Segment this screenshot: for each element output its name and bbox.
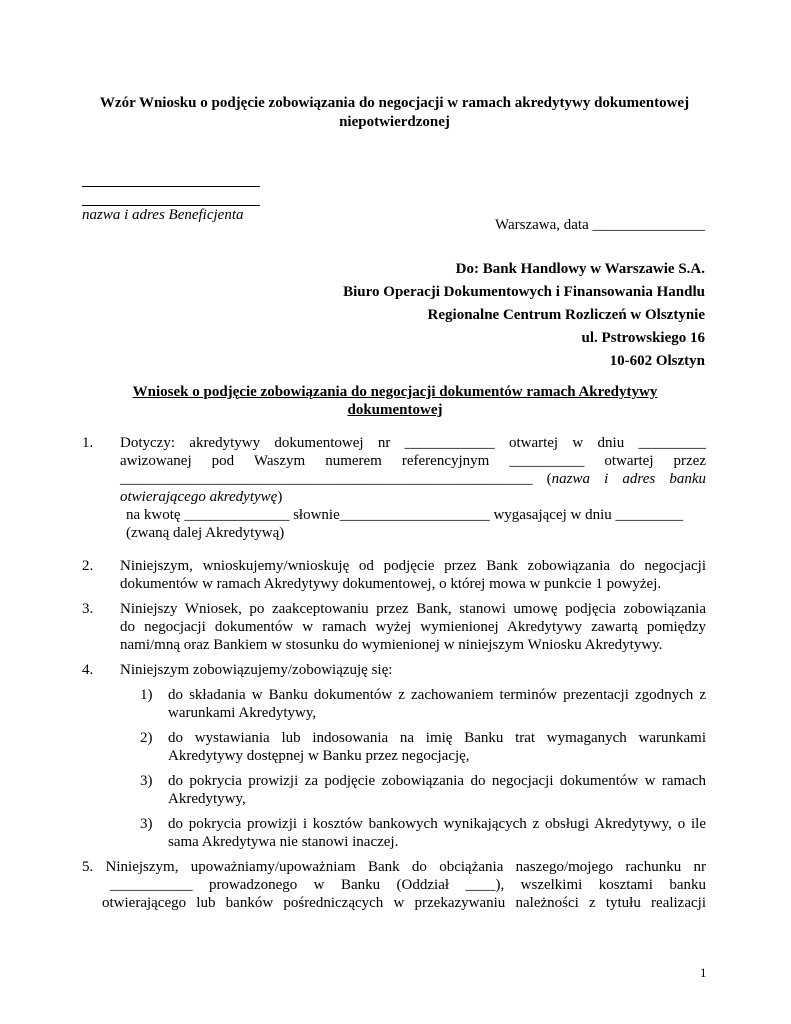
item-1-number: 1. [82,435,94,451]
place-date-line: Warszawa, data _______________ [495,217,705,233]
item-1-line-6: (zwaną dalej Akredytywą) [126,525,285,541]
address-line-2: Biuro Operacji Dokumentowych i Finansowania Handlu [343,284,705,300]
item-3-line-2: do negocjacji dokumentów w ramach wyżej wymienionej Akredytywy zawartą pomiędzy [120,619,706,635]
title-line-2: niepotwierdzonej [339,114,450,130]
item-5-line-2: ___________ prowadzonego w Banku (Oddział ____), wszelkimi kosztami banku [110,877,706,893]
item-3-line-3: nami/mną oraz Bankiem w stosunku do wymienionej w niniejszym Wniosku Akredytywy. [120,637,663,653]
item-1-text [120,434,706,542]
item-1-line-4-paren: ) [277,489,283,505]
sub-4-line-2: sama Akredytywa nie stanowi inaczej. [168,834,399,850]
beneficiary-label: nazwa i adres Beneficjenta [82,207,244,223]
item-5-line-3: otwierającego lub banków pośredniczących w przekazywaniu należności z tytułu realizacji [102,895,706,911]
sub-2-number: 2) [140,730,153,746]
page-number: 1 [700,965,707,980]
sub-2-line-2: Akredytywy dostępnej w Banku przez negocjację, [168,748,470,764]
address-line-1: Do: Bank Handlowy w Warszawie S.A. [455,261,705,277]
sub-1-line-2: warunkami Akredytywy, [168,705,317,721]
item-2-line-2: dokumentów w ramach Akredytywy dokumentowej, o której mowa w punkcie 1 powyżej. [120,576,662,592]
item-4-number: 4. [82,662,94,678]
document-title [82,94,707,132]
title-line-1: Wzór Wniosku o podjęcie zobowiązania do negocjacji w ramach akredytywy dokumentowej [99,95,690,111]
item-3-number: 3. [82,601,94,617]
item-1-line-4-italic: otwierającego akredytywę [120,489,278,505]
sub-1-number: 1) [140,687,153,703]
item-1-line-1: Dotyczy: akredytywy dokumentowej nr ____________ otwartej w dniu _________ [120,435,706,451]
sub-2-line-1: do wystawiania lub indosowania na imię Banku trat wymaganych warunkami [168,730,706,746]
subject-line-2: dokumentowej [347,402,443,418]
item-1-line-3-italic: nazwa i adres banku [551,471,706,487]
sub-4-number: 3) [140,816,153,832]
address-line-5: 10-602 Olsztyn [609,353,705,369]
item-5-line-1: 5. Niniejszym, upoważniamy/upoważniam Bank do obciążania naszego/mojego rachunku nr [82,859,706,875]
item-1-line-4 [120,488,706,506]
item-2-text [120,557,706,593]
item-1-line-5: na kwotę ______________ słownie____________________ wygasającej w dniu _________ [126,507,684,523]
address-line-4: ul. Pstrowskiego 16 [581,330,705,346]
beneficiary-blank-line-1 [82,168,260,187]
sub-1-line-1: do składania w Banku dokumentów z zachowaniem terminów prezentacji zgodnych z [168,687,706,703]
recipient-address [343,258,705,373]
beneficiary-block [82,168,282,225]
sub-3-number: 3) [140,773,153,789]
item-1-line-2: awizowanej pod Waszym numerem referencyjnym __________ otwartej przez [120,453,706,469]
item-1-line-3 [120,470,706,488]
item-3-line-1: Niniejszy Wniosek, po zaakceptowaniu przez Bank, stanowi umowę podjęcia zobowiązania [120,601,706,617]
application-subject [110,383,680,419]
address-line-3: Regionalne Centrum Rozliczeń w Olsztynie [427,307,705,323]
item-2-number: 2. [82,558,94,574]
item-1-line-3-blank: _______________________________________________________ ( [120,471,552,487]
item-3-text [120,600,706,654]
sub-3-line-1: do pokrycia prowizji za podjęcie zobowiązania do negocjacji dokumentów w ramach [168,773,706,789]
item-4-text [120,661,706,679]
item-2-line-1: Niniejszym, wnioskujemy/wnioskuję od podjęcie przez Bank zobowiązania do negocjacji [120,558,706,574]
sub-4-line-1: do pokrycia prowizji i kosztów bankowych wynikających z obsługi Akredytywy, o ile [168,816,706,832]
item-4-line-1: Niniejszym zobowiązujemy/zobowiązuję się: [120,662,393,678]
subject-line-1: Wniosek o podjęcie zobowiązania do negocjacji dokumentów ramach Akredytywy [132,384,658,400]
beneficiary-blank-line-2 [82,187,260,206]
sub-3-line-2: Akredytywy, [168,791,246,807]
item-5 [82,858,706,912]
